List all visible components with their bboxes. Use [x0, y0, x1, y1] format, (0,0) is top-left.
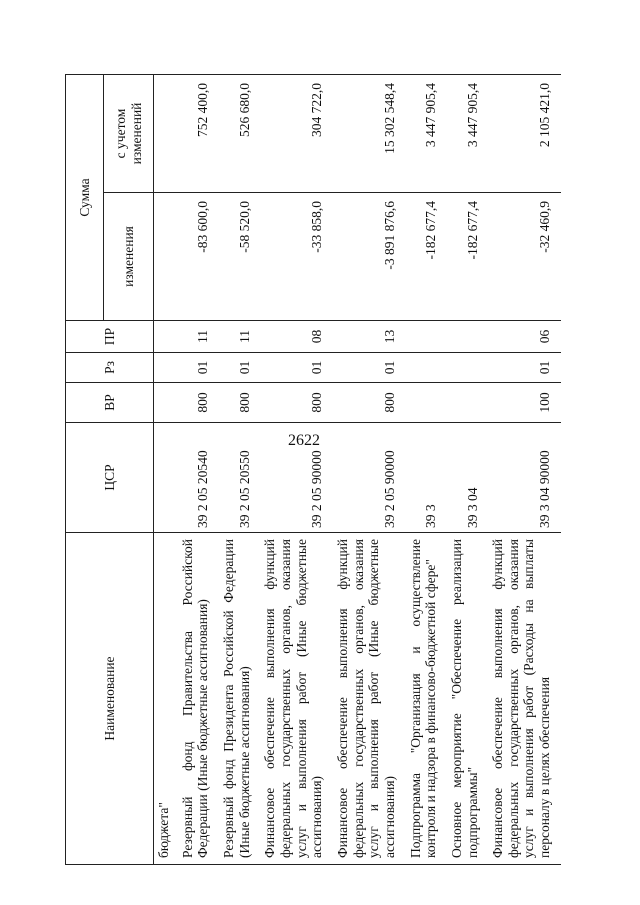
row-pr: [447, 321, 488, 353]
row-pr: 11: [178, 321, 219, 353]
row-total: 2 105 421,0: [488, 74, 561, 192]
continuation-text: бюджета": [154, 533, 178, 865]
header-rz: Рз: [66, 353, 154, 383]
row-csr: 39 3 04 90000: [488, 423, 561, 533]
row-vr: 800: [260, 383, 333, 423]
row-change: -32 460,9: [488, 193, 561, 321]
row-name: Резервный фонд Правительства Российской Федерации (Иные бюджетные ассигнования): [178, 533, 219, 865]
table-row: [219, 74, 260, 864]
row-rz: [447, 353, 488, 383]
row-change: -182 677,4: [406, 193, 447, 321]
row-pr: [406, 321, 447, 353]
header-name: Наименование: [66, 533, 154, 865]
row-csr: 39 2 05 90000: [333, 423, 406, 533]
page-number: 2622: [288, 432, 320, 449]
row-total: 752 400,0: [178, 74, 219, 192]
header-csr: ЦСР: [66, 423, 154, 533]
row-pr: 06: [488, 321, 561, 353]
row-vr: 800: [333, 383, 406, 423]
row-csr: 39 2 05 20550: [219, 423, 260, 533]
row-change: -3 891 876,6: [333, 193, 406, 321]
row-csr: 39 3: [406, 423, 447, 533]
row-vr: 800: [178, 383, 219, 423]
row-name: Финансовое обеспечение выполнения функций федеральных государственных органов, оказания услуг и выполнения работ (Иные бюджетные ассигнования): [260, 533, 333, 865]
table-row: [260, 74, 333, 864]
row-csr: 39 2 05 20540: [178, 423, 219, 533]
row-name: Резервный фонд Президента Российской Федерации (Иные бюджетные ассигнования): [219, 533, 260, 865]
row-vr: [447, 383, 488, 423]
table-row: [406, 74, 447, 864]
row-rz: 01: [219, 353, 260, 383]
budget-table: [65, 74, 561, 865]
rotated-table-page: [65, 75, 570, 865]
row-name: Финансовое обеспечение выполнения функций федеральных государственных органов, оказания услуг и выполнения работ (Расходы на выплаты персоналу в целях обеспечения: [488, 533, 561, 865]
row-pr: 08: [260, 321, 333, 353]
row-total: 15 302 548,4: [333, 74, 406, 192]
header-with-changes: с учетом изменений: [104, 74, 154, 192]
row-total: 304 722,0: [260, 74, 333, 192]
row-pr: 13: [333, 321, 406, 353]
row-change: -182 677,4: [447, 193, 488, 321]
row-name: Подпрограмма "Организация и осуществление контроля и надзора в финансово-бюджетной сфере": [406, 533, 447, 865]
row-change: -58 520,0: [219, 193, 260, 321]
table-row: [178, 74, 219, 864]
row-rz: 01: [260, 353, 333, 383]
table-row-continuation: [154, 74, 178, 864]
row-total: 526 680,0: [219, 74, 260, 192]
row-rz: 01: [178, 353, 219, 383]
row-total: 3 447 905,4: [447, 74, 488, 192]
row-csr: 39 3 04: [447, 423, 488, 533]
row-rz: 01: [333, 353, 406, 383]
row-name: Финансовое обеспечение выполнения функций федеральных государственных органов, оказания услуг и выполнения работ (Иные бюджетные ассигнования): [333, 533, 406, 865]
row-rz: 01: [488, 353, 561, 383]
header-vr: ВР: [66, 383, 154, 423]
header-sum: Сумма: [66, 74, 104, 320]
table-row: [447, 74, 488, 864]
header-changes: изменения: [104, 193, 154, 321]
row-total: 3 447 905,4: [406, 74, 447, 192]
header-pr: ПР: [66, 321, 154, 353]
row-change: -83 600,0: [178, 193, 219, 321]
row-change: -33 858,0: [260, 193, 333, 321]
row-csr: 39 2 05 90000: [260, 423, 333, 533]
row-pr: 11: [219, 321, 260, 353]
row-vr: 800: [219, 383, 260, 423]
row-name: Основное мероприятие "Обеспечение реализации подпрограммы": [447, 533, 488, 865]
table-row: [333, 74, 406, 864]
row-rz: [406, 353, 447, 383]
row-vr: 100: [488, 383, 561, 423]
table-row: [488, 74, 561, 864]
row-vr: [406, 383, 447, 423]
